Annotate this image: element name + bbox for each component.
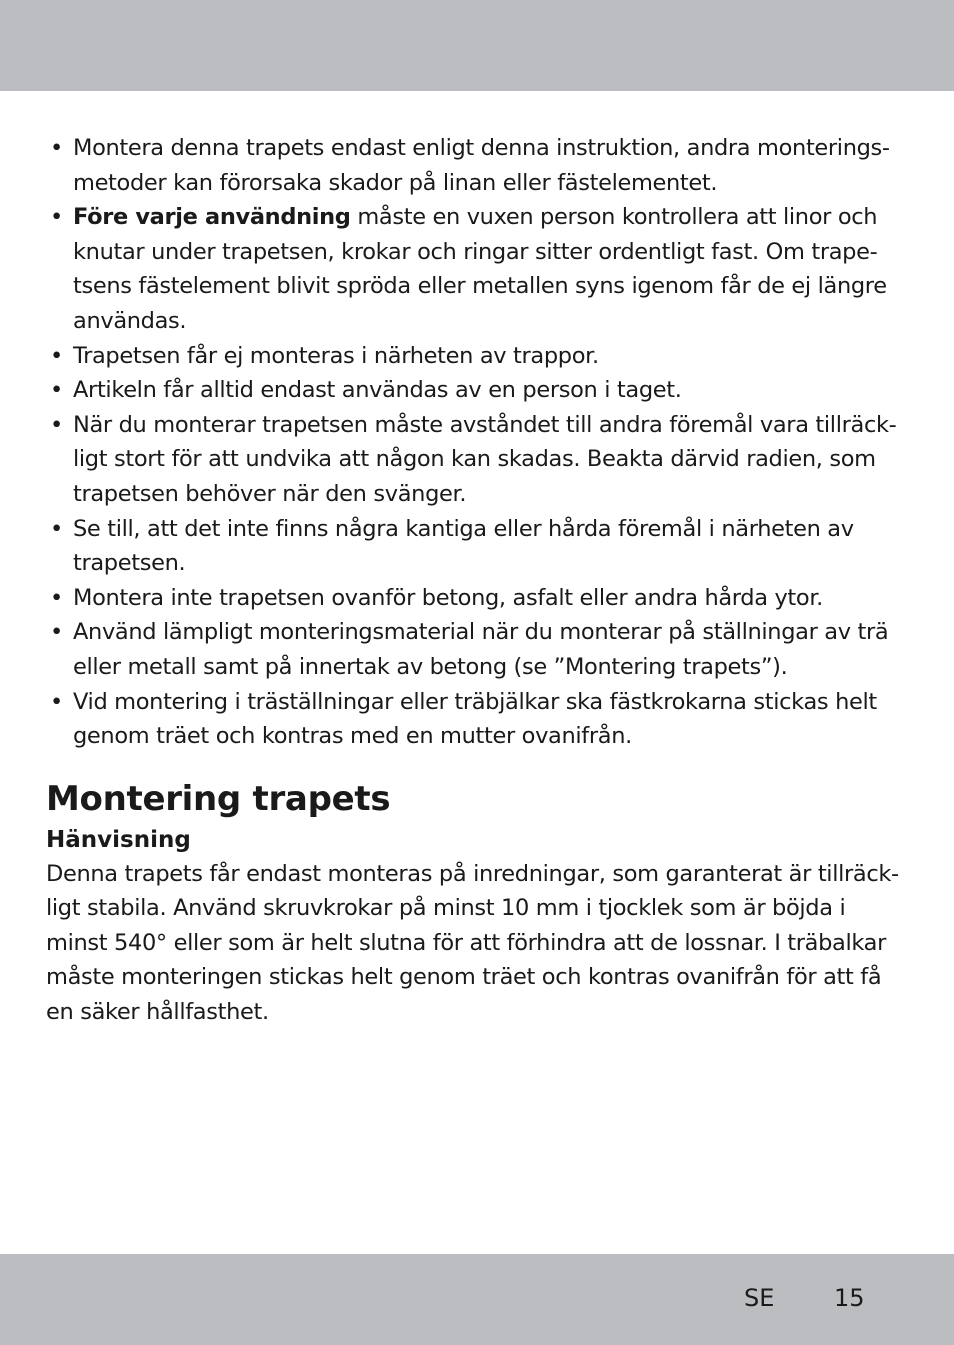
list-item — [46, 200, 912, 338]
list-item — [46, 339, 912, 374]
list-item — [46, 373, 912, 408]
bullet-text: Se till, att det inte finns några kantiga eller hårda föremål i närheten av trapetsen. — [73, 515, 854, 577]
bullet-text: Montera inte trapetsen ovanför betong, asfalt eller andra hårda ytor. — [73, 584, 823, 611]
section-body: Denna trapets får endast monteras på inredningar, som garanterat är tillräck-ligt stabila. Använd skruvkrokar på minst 10 mm i tjocklek som är böjda i minst 540° eller som är helt slutna för att förhindra att de lossnar. I träbalkar måste monteringen stickas helt genom träet och kontras ovanifrån för att få en säker hållfasthet. — [46, 860, 899, 1026]
bullet-text: Artikeln får alltid endast användas av en person i taget. — [73, 377, 682, 404]
section-title: Montering trapets — [46, 778, 391, 819]
list-item — [46, 131, 912, 200]
bullet-text: Montera denna trapets endast enligt denna instruktion, andra monterings-metoder kan förorsaka skador på linan eller fästelementet. — [73, 135, 890, 196]
bullet-text: När du monterar trapetsen måste avståndet till andra föremål vara tillräck-ligt stort för att undvika att någon kan skadas. Beakta därvid radien, som trapetsen behöver när den svänger. — [73, 411, 897, 507]
bullet-icon: • — [50, 515, 63, 542]
list-item — [46, 408, 912, 512]
safety-bullet-list — [46, 131, 912, 754]
bullet-text: Använd lämpligt monteringsmaterial när du monterar på ställningar av trä eller metall samt på innertak av betong (se ”Montering trapets”). — [73, 619, 889, 680]
list-item — [46, 685, 912, 754]
list-item — [46, 615, 912, 684]
bullet-text: Trapetsen får ej monteras i närheten av trappor. — [73, 342, 599, 369]
footer-language-code: SE — [744, 1284, 775, 1312]
list-item — [46, 512, 912, 581]
bullet-icon: • — [50, 619, 63, 646]
list-item — [46, 581, 912, 616]
bullet-icon: • — [50, 411, 63, 438]
footer-page-number: 15 — [834, 1284, 865, 1312]
bullet-text: Vid montering i träställningar eller träbjälkar ska fästkrokarna stickas helt genom träet och kontras med en mutter ovanifrån. — [73, 688, 877, 750]
bullet-icon: • — [50, 342, 63, 369]
bullet-icon: • — [50, 584, 63, 611]
footer-band — [0, 1254, 954, 1345]
section-subtitle: Hänvisning — [46, 826, 191, 853]
bullet-lead: Före varje användning — [73, 204, 351, 231]
bullet-icon: • — [50, 377, 63, 404]
header-band — [0, 0, 954, 91]
bullet-icon: • — [50, 204, 63, 231]
page-content — [46, 131, 912, 1030]
bullet-text: måste en vuxen person kontrollera att linor och knutar under trapetsen, krokar och ringar sitter ordentligt fast. Om trape-tsens fästelement blivit spröda eller metallen syns igenom får de ej längre användas. — [73, 204, 887, 334]
bullet-icon: • — [50, 688, 63, 715]
bullet-icon: • — [50, 135, 63, 161]
